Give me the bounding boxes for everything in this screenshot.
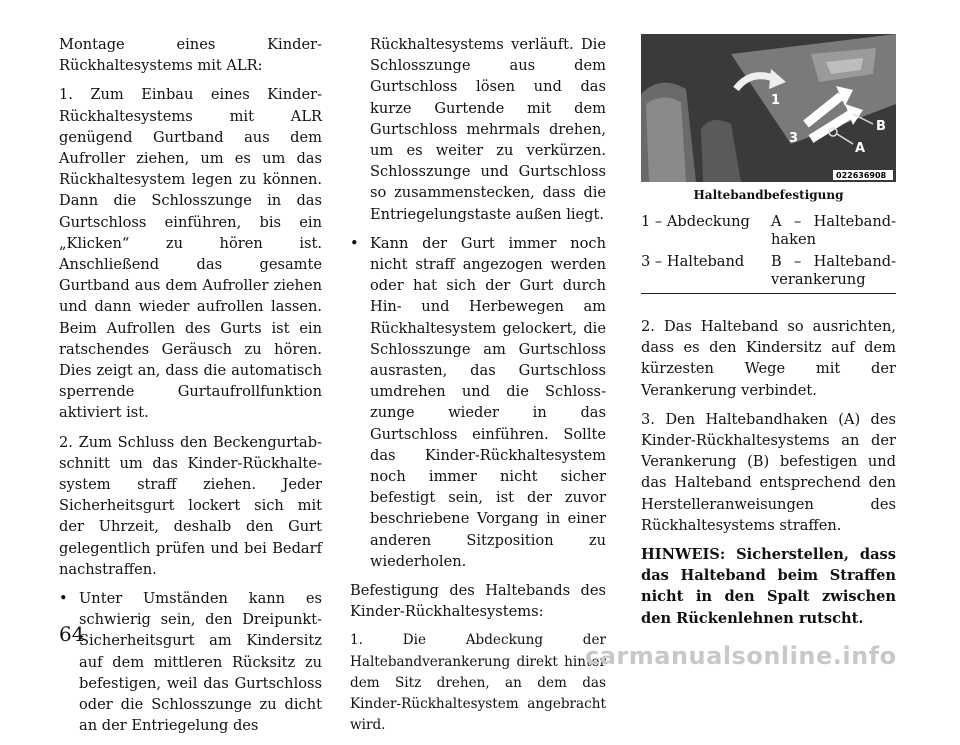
legend-key: 3 – Halteband: [641, 253, 745, 270]
tether-anchor-figure: [641, 34, 896, 182]
bullet-item: [350, 233, 606, 572]
text-column-right: [641, 34, 896, 637]
bullet-text: Kann der Gurt immer noch nicht straff angezogen werden oder hat sich der Gurt durch Hin- und Herbewegen am Rückhaltesystem gelockert, die Schlosszunge am Gurtschloss ausrasten, das Gurtschloss umdrehen und die Schlosszunge wieder in das Gurtschloss einführen. Sollte das Kinder-Rückhaltesystem noch immer nicht sicher befestigt sein, ist der zuvor beschriebene Vorgang in einer anderen Sitzposition zu wiederholen.: [370, 234, 606, 570]
legend-row: [641, 253, 896, 294]
section-intro: Montage eines Kinder-Rückhaltesystems mit ALR:: [59, 36, 322, 75]
step-1-alr: 1. Zum Einbau eines Kinder-Rückhaltesystems mit ALR genügend Gurtband aus dem Aufroller ziehen, um es um das Rückhaltesystem legen zu können. Dann die Schlosszunge in das Gurtschloss einführen, bis ein „Klicken“ zu hören ist. Anschließend das gesamte Gurtband aus dem Aufroller ziehen und dann wieder aufrollen lassen. Beim Aufrollen des Gurts ist ein ratschendes Geräusch zu hören. Dies zeigt an, dass die automatisch sperrende Gurtaufrollfunktion aktiviert ist.: [59, 86, 322, 422]
figure-label-a: A: [855, 141, 866, 156]
text-column-middle: [350, 34, 606, 745]
figure-label-3: 3: [789, 131, 799, 146]
legend-value: A – Haltebandhaken: [771, 213, 896, 248]
page-number: 64: [59, 622, 85, 646]
tether-step-2: 2. Das Halteband so ausrichten, dass es den Kindersitz auf dem kürzesten Wege mit der Verankerung verbindet.: [641, 318, 896, 399]
watermark: carmanualsonline.info: [585, 642, 897, 670]
step-2-alr: 2. Zum Schluss den Beckengurtabschnitt um das Kinder-Rückhaltesystem straff ziehen. Jeder Sicherheitsgurt lockert sich mit der Uhrzeit, deshalb den Gurt gelegentlich prüfen und bei Bedarf nachstraffen.: [59, 433, 322, 578]
tether-step-3: 3. Den Haltebandhaken (A) des Kinder-Rückhaltesystems an der Verankerung (B) befestigen und das Halteband entsprechend den Herstelleranweisungen des Rückhaltesystems straffen.: [641, 410, 896, 534]
bullet-dot-icon: •: [59, 590, 68, 608]
tether-heading: Befestigung des Haltebands des Kinder-Rückhaltesystems:: [350, 582, 606, 621]
text-column-left: [59, 34, 322, 745]
bullet-item: [59, 588, 322, 736]
legend-key: 1 – Abdeckung: [641, 213, 750, 230]
figure-legend: [641, 213, 896, 294]
legend-value: B – Haltebandverankerung: [771, 253, 896, 288]
figure-code: 022636908: [836, 171, 887, 180]
tether-anchor-illustration: [641, 34, 896, 182]
bullet-text: Unter Umständen kann es schwierig sein, den Dreipunkt-Sicherheitsgurt am Kindersitz auf dem mittleren Rücksitz zu befestigen, weil das Gurtschloss oder die Schlosszunge zu dicht an der Entriegelung des: [79, 590, 322, 735]
figure-label-b: B: [876, 119, 886, 134]
bullet-dot-icon: •: [350, 234, 359, 252]
figure-label-1: 1: [771, 93, 781, 108]
tether-step-1: 1. Die Abdeckung der Haltebandverankerung direkt hinter dem Sitz drehen, an dem das Kinder-Rückhaltesystem angebracht wird.: [350, 632, 606, 734]
note-warning: HINWEIS: Sicherstellen, dass das Halteband beim Straffen nicht in den Spalt zwischen den Rückenlehnen rutscht.: [641, 546, 896, 627]
figure-caption: Haltebandbefestigung: [693, 188, 844, 202]
bullet-continuation: Rückhaltesystems verläuft. Die Schlosszunge aus dem Gurtschloss lösen und das kurze Gurtende mit dem Gurtschloss mehrmals drehen, um es weiter zu verkürzen. Schlosszunge und Gurtschloss so zusammenstecken, dass die Entriegelungstaste außen liegt.: [370, 36, 606, 223]
legend-row: [641, 213, 896, 253]
